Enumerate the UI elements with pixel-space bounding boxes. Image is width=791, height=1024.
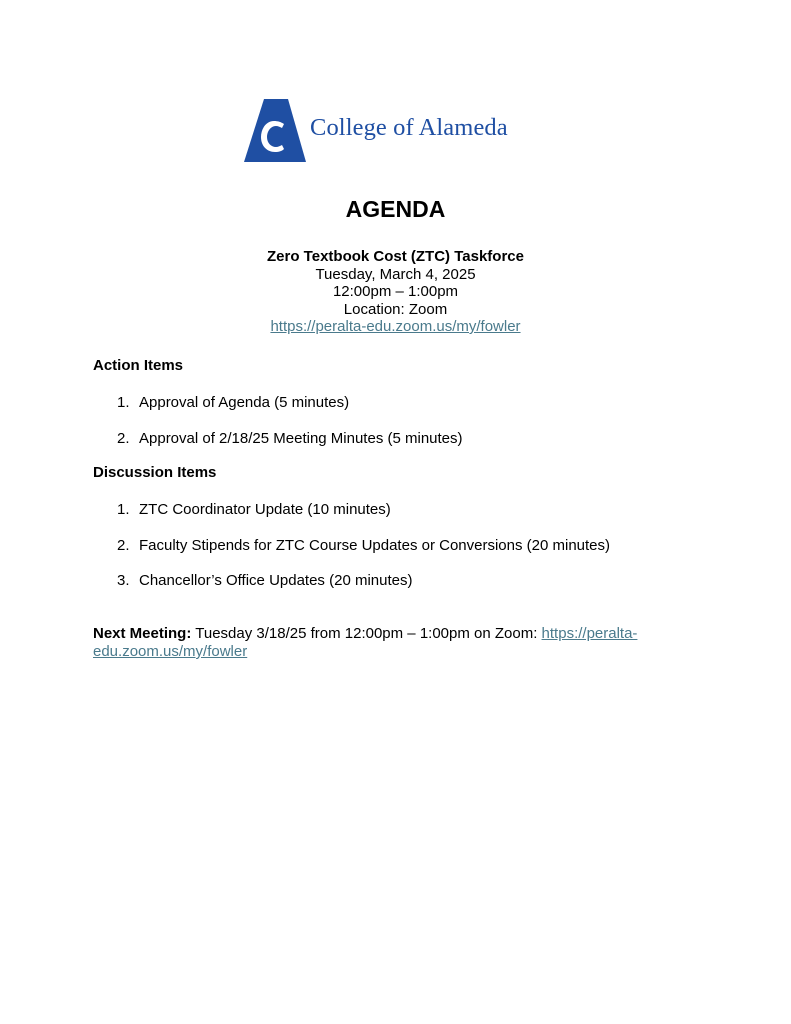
meeting-time: 12:00pm – 1:00pm bbox=[332, 283, 459, 300]
action-items-heading: Action Items bbox=[93, 357, 184, 374]
list-item-text: ZTC Coordinator Update (10 minutes) bbox=[139, 501, 391, 518]
next-meeting-link-end[interactable]: edu.zoom.us/my/fowler bbox=[93, 643, 248, 660]
meeting-date: Tuesday, March 4, 2025 bbox=[315, 265, 476, 283]
action-items-list bbox=[117, 394, 463, 465]
college-a-logo-icon bbox=[244, 99, 306, 162]
meeting-info bbox=[0, 248, 791, 336]
list-item bbox=[117, 430, 463, 448]
logo-text: College of Alameda bbox=[310, 114, 508, 141]
discussion-items-list bbox=[117, 501, 610, 608]
list-item bbox=[117, 394, 463, 412]
next-meeting-text: Tuesday 3/18/25 from 12:00pm – 1:00pm on Zoom: bbox=[191, 625, 542, 642]
list-item-number: 1. bbox=[117, 394, 130, 411]
meeting-name: Zero Textbook Cost (ZTC) Taskforce bbox=[267, 248, 524, 265]
list-item bbox=[117, 572, 610, 590]
discussion-items-heading: Discussion Items bbox=[93, 464, 217, 481]
list-item-number: 2. bbox=[117, 536, 130, 554]
list-item-text: Chancellor’s Office Updates (20 minutes) bbox=[139, 572, 413, 589]
next-meeting-link-start[interactable]: https://peralta- bbox=[541, 625, 638, 642]
list-item bbox=[117, 501, 610, 519]
meeting-location: Location: Zoom bbox=[343, 300, 448, 318]
list-item bbox=[117, 537, 610, 555]
next-meeting bbox=[93, 625, 693, 661]
list-item-number: 3. bbox=[117, 572, 130, 589]
list-item-text: Approval of 2/18/25 Meeting Minutes (5 minutes) bbox=[139, 429, 463, 447]
list-item-number: 2. bbox=[117, 429, 130, 447]
list-item-text: Approval of Agenda (5 minutes) bbox=[139, 394, 350, 411]
page-title: AGENDA bbox=[345, 196, 446, 222]
list-item-text: Faculty Stipends for ZTC Course Updates or Conversions (20 minutes) bbox=[139, 536, 611, 554]
next-meeting-label: Next Meeting: bbox=[93, 625, 192, 642]
list-item-number: 1. bbox=[117, 501, 130, 518]
college-logo bbox=[244, 99, 564, 163]
zoom-link[interactable]: https://peralta-edu.zoom.us/my/fowler bbox=[270, 318, 521, 335]
